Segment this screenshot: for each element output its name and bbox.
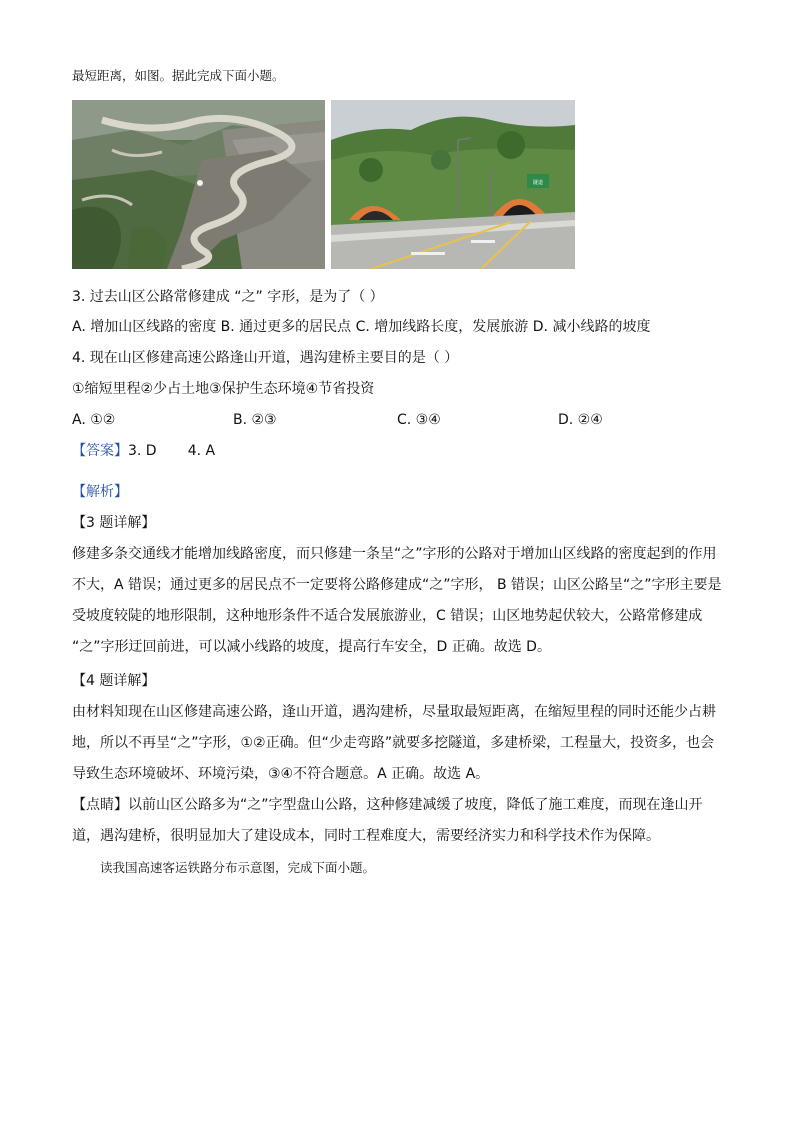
question-4-stem: 4. 现在山区修建高速公路逢山开道，遇沟建桥主要目的是（ ） [72,350,459,366]
highway-tunnel-illustration [331,100,575,269]
comment-line: 道，遇沟建桥，很明显加大了建设成本，同时工程难度大，需要经济实力和科学技术作为保障。 [72,828,660,844]
answer-line [72,441,215,461]
option-c: C. ③④ [397,412,441,428]
question-3-options: A. 增加山区线路的密度 B. 通过更多的居民点 C. 增加线路长度，发展旅游 D. 减小线路的坡度 [72,319,651,335]
switchback-road-photo [72,100,325,269]
next-question-intro: 读我国高速客运铁路分布示意图，完成下面小题。 [100,860,376,875]
q3-detail-label: 【3 题详解】 [72,515,156,531]
q3-detail-line: 修建多条交通线才能增加线路密度，而只修建一条呈“之”字形的公路对于增加山区线路的密度起到的作用 [72,546,717,562]
analysis-label: 【解析】 [72,484,128,500]
comment-line [72,795,703,815]
q3-detail-line: “之”字形迂回前进，可以减小线路的坡度，提高行车安全，D 正确。故选 D。 [72,639,551,655]
q4-detail-line: 由材料知现在山区修建高速公路，逢山开道，遇沟建桥，尽量取最短距离，在缩短里程的同时还能少占耕 [72,704,716,720]
comment-label: 【点睛】 [72,797,128,813]
switchback-road-illustration [72,100,325,269]
comment-text: 以前山区公路多为“之”字型盘山公路，这种修建减缓了坡度，降低了施工难度，而现在逢山开 [128,797,703,813]
tunnel-sign-text: 隧道 [532,180,544,186]
answer-text: 3. D 4. A [128,443,216,459]
intro-line: 最短距离，如图。据此完成下面小题。 [72,68,285,83]
highway-tunnel-photo [331,100,575,269]
q3-detail-line: 受坡度较陡的地形限制，这种地形条件不适合发展旅游业，C 错误；山区地势起伏较大，公路常修建成 [72,608,703,624]
option-a: A. ①② [72,412,116,428]
q4-detail-label: 【4 题详解】 [72,673,156,689]
q4-detail-line: 地，所以不再呈“之”字形，①②正确。但“少走弯路”就要多挖隧道，多建桥梁，工程量大，投资多，也会 [72,735,715,751]
answer-label: 【答案】 [72,443,128,459]
question-4-statements: ①缩短里程②少占土地③保护生态环境④节省投资 [72,381,375,397]
option-b: B. ②③ [233,412,277,428]
q4-detail-line: 导致生态环境破坏、环境污染，③④不符合题意。A 正确。故选 A。 [72,766,490,782]
question-3-stem: 3. 过去山区公路常修建成 “之” 字形，是为了（ ） [72,289,384,305]
q3-detail-line: 不大，A 错误；通过更多的居民点不一定要将公路修建成“之”字形， B 错误；山区公路呈“之”字形主要是 [72,577,722,593]
option-d: D. ②④ [558,412,603,428]
